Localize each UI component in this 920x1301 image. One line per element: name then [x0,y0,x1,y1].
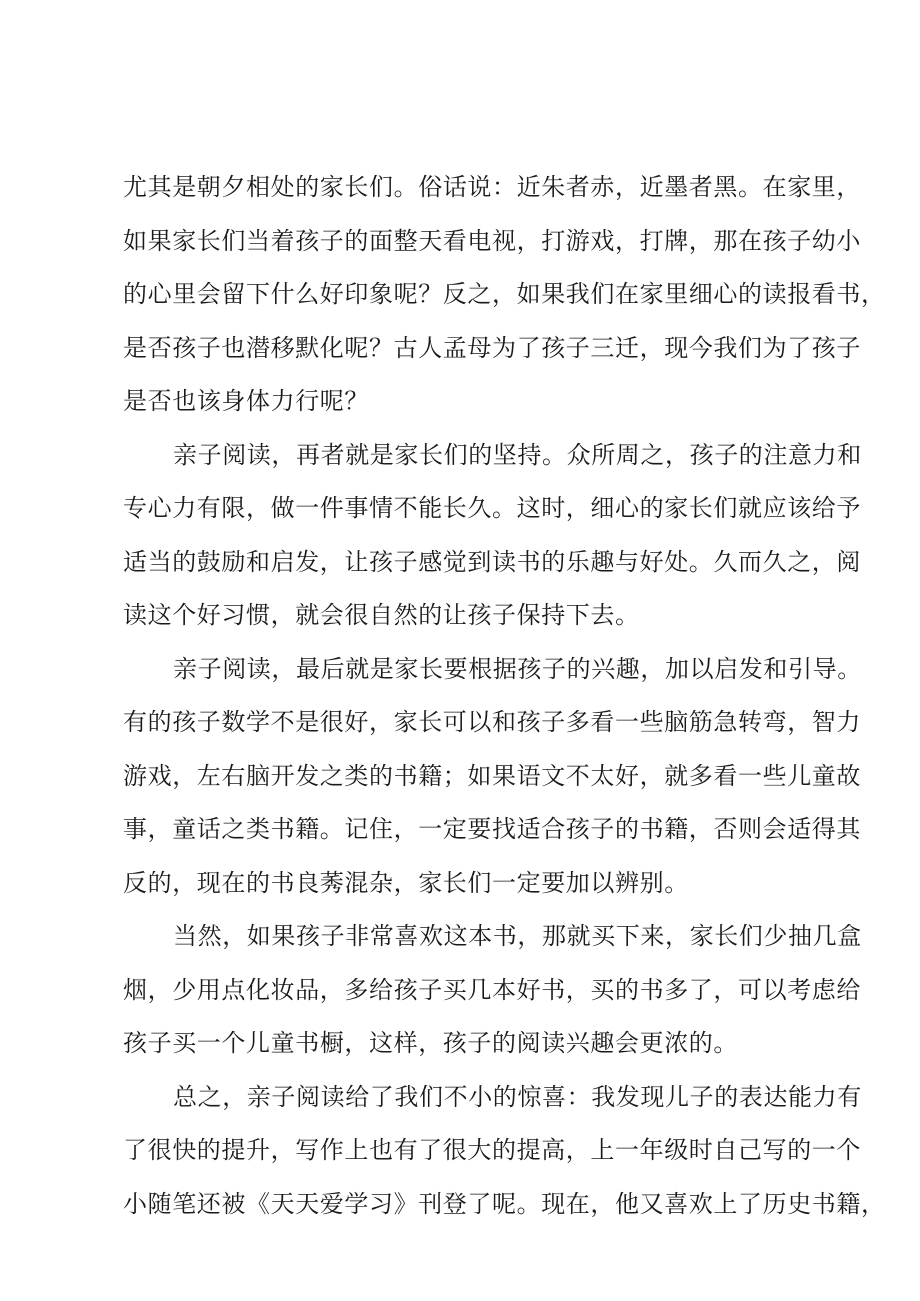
text-line: 专心力有限，做一件事情不能长久。这时，细心的家长们就应该给予 [123,494,861,522]
text-line: 烟，少用点化妆品，多给孩子买几本好书，买的书多了，可以考虑给 [123,975,861,1004]
paragraph-start-line: 总之，亲子阅读给了我们不小的惊喜：我发现儿子的表达能力有 [173,1082,862,1111]
text-line: 游戏，左右脑开发之类的书籍；如果语文不太好，就多看一些儿童故 [123,761,861,790]
article-body [123,161,886,1231]
text-line: 孩子买一个儿童书橱，这样，孩子的阅读兴趣会更浓的。 [123,1029,738,1057]
text-line: 小随笔还被《天天爱学习》刊登了呢。现在，他又喜欢上了历史书籍， [123,1189,886,1218]
text-line: 了很快的提升，写作上也有了很大的提高，上一年级时自己写的一个 [123,1136,861,1164]
text-line: 读这个好习惯，就会很自然的让孩子保持下去。 [123,601,640,629]
text-line: 如果家长们当着孩子的面整天看电视，打游戏，打牌，那在孩子幼小 [123,226,861,255]
text-line: 的心里会留下什么好印象呢？反之，如果我们在家里细心的读报看书， [123,280,886,308]
paragraph-start-line: 亲子阅读，最后就是家长要根据孩子的兴趣，加以启发和引导。 [173,654,862,683]
text-line: 适当的鼓励和启发，让孩子感觉到读书的乐趣与好处。久而久之，阅 [123,547,861,576]
text-line: 是否孩子也潜移默化呢？古人孟母为了孩子三迁，现今我们为了孩子 [123,333,861,362]
paragraph-start-line: 当然，如果孩子非常喜欢这本书，那就买下来，家长们少抽几盒 [173,922,862,950]
text-line: 有的孩子数学不是很好，家长可以和孩子多看一些脑筋急转弯，智力 [123,708,861,736]
text-line: 反的，现在的书良莠混杂，家长们一定要加以辨别。 [123,868,689,897]
paragraph-start-line: 亲子阅读，再者就是家长们的坚持。众所周之，孩子的注意力和 [173,440,862,469]
text-line: 事，童话之类书籍。记住，一定要找适合孩子的书籍，否则会适得其 [123,815,861,843]
text-line: 尤其是朝夕相处的家长们。俗话说：近朱者赤，近墨者黑。在家里， [123,173,861,201]
text-line: 是否也该身体力行呢？ [123,387,369,415]
